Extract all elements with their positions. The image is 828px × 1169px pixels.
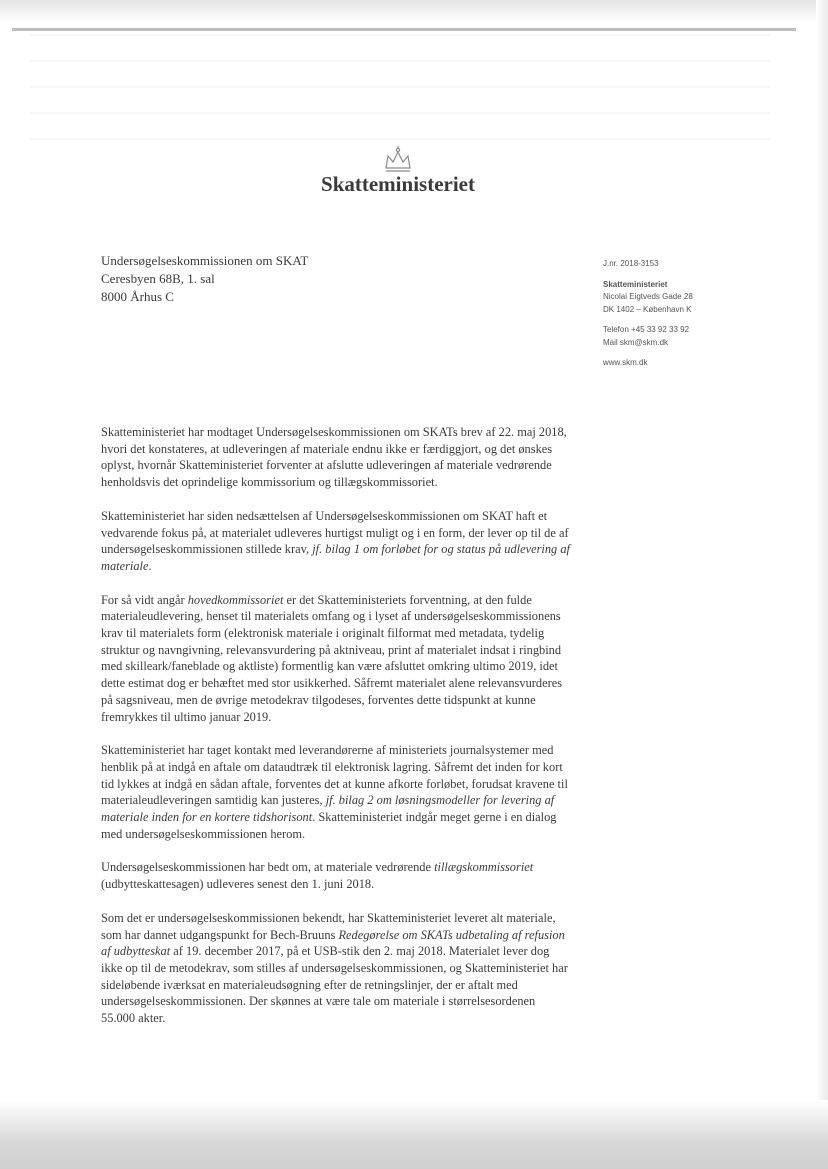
paragraph-4-text: Skatteministeriet har taget kontakt med leverandørerne af ministeriets journalsystemer med henblik på at indgå en aftale om dataudtræk til elektronisk lagring. Såfremt det inden for kort tid lykkes at indgå en sådan aftale, forventes det at kunne afkorte forløbet, forudsat kravene til materialeudleveringen samtidig kan justeres, — [101, 743, 568, 808]
sender-phone: Telefon +45 33 92 33 92 — [603, 325, 690, 334]
page-title: Skatteministeriet — [321, 172, 475, 196]
paragraph-3 — [101, 592, 571, 726]
paragraph-4-reference: jf. bilag 2 om løsningsmodeller for levering af materiale inden for en kortere tidshorisont — [101, 793, 555, 825]
recipient-street: Ceresbyen 68B, 1. sal — [101, 271, 215, 286]
recipient-address — [101, 252, 308, 306]
paragraph-2-end: . — [148, 558, 152, 573]
paragraph-2-text: Skatteministeriet har siden nedsættelsen af Undersøgelseskommissionen om SKAT haft et vedvarende fokus på, at materialet udleveres hurtigst muligt og i en form, der lever op til de af undersøgelseskommissionen stillede krav, — [101, 508, 569, 557]
scan-shadow-bottom — [0, 1100, 828, 1169]
paragraph-4-end: . Skatteministeriet indgår meget gerne i en dialog med undersøgelseskommissionen herom. — [101, 810, 557, 841]
sender-address-line2: DK 1402 – København K — [603, 304, 692, 314]
crown-icon — [378, 146, 418, 174]
paragraph-6 — [101, 910, 571, 1027]
paragraph-5-text: (udbytteskattesagen) udleveres senest den 1. juni 2018. — [101, 877, 375, 892]
paragraph-3-text: er det Skatteministeriets forventning, at den fulde materialeudlevering, henset til materialets omfang og i lyset af undersøgelseskommissionens krav til materialets form (elektronisk materiale i originalt filformat med metadata, tydelig struktur og navngivning, relevansvurdering på aktniveau, print af materialet indsat i ringbind med skilleark/faneblade og aktliste) formentlig kan være afsluttet omkring ultimo 2019, idet dette estimat dog er behæftet med stor usikkerhed. Såfremt materialet alene relevansvurderes på sagsniveau, men de øvrige metodekrav tilgodeses, forventes dette tidspunkt at kunne fremrykkes til ultimo januar 2019. — [101, 592, 563, 724]
sender-address-line1: Nicolai Eigtveds Gade 28 — [603, 292, 693, 301]
sender-org: Skatteministeriet — [603, 279, 668, 289]
recipient-name: Undersøgelseskommissionen om SKAT — [101, 253, 309, 268]
scan-shadow-top — [0, 0, 828, 22]
sender-info — [603, 258, 803, 370]
scan-shadow-right — [816, 0, 828, 1169]
paragraph-6-text: af 19. december 2017, på et USB-stik den 2. maj 2018. Materialet lever dog ikke op til de metodekrav, som stilles af undersøgelseskommissionen, og Skatteministeriet har sideløbende iværksat en materialeudsøgning efter de retningslinjer, der er aftalt med undersøgelseskommissionen. Der skønnes at være tale om materiale i størrelsesordenen 55.000 akter. — [101, 944, 568, 1026]
paragraph-4 — [101, 742, 571, 842]
sender-mail: Mail skm@skm.dk — [603, 337, 669, 347]
letter-body — [101, 424, 571, 1044]
paragraph-2-reference: jf. bilag 1 om forløbet for og status på udlevering af materiale — [101, 542, 570, 573]
paragraph-6-text-start: Som det er undersøgelseskommissionen bekendt, har Skatteministeriet leveret alt materiale, som har dannet udgangspunkt for Bech-Bruuns — [101, 910, 556, 942]
paragraph-5 — [101, 859, 571, 892]
paragraph-1: Skatteministeriet har modtaget Undersøgelseskommissionen om SKATs brev af 22. maj 2018, hvori det konstateres, at udleveringen af materiale endnu ikke er færdiggjort, og det ønskes oplyst, hvornår Skatteministeriet forventer at afslutte udleveringen af materiale vedrørende henholdsvis det oprindelige kommissorium og tillægskommissoriet. — [101, 425, 567, 490]
paragraph-5-text-start: Undersøgelseskommissionen har bedt om, at materiale vedrørende — [101, 860, 435, 875]
paragraph-6-reference: Redegørelse om SKATs udbetaling af refusion af udbytteskat — [101, 927, 565, 959]
paragraph-3-text-start: For så vidt angår — [101, 592, 188, 607]
scan-artifact-line — [12, 28, 796, 31]
paragraph-3-term: hovedkommissoriet — [187, 592, 284, 607]
paragraph-2 — [101, 508, 571, 575]
paragraph-5-term: tillægskommissoriet — [434, 860, 534, 875]
sender-web: www.skm.dk — [603, 358, 648, 367]
journal-number: J.nr. 2018-3153 — [603, 259, 659, 268]
recipient-city: 8000 Århus C — [101, 289, 174, 304]
scan-bleed-through — [30, 34, 770, 144]
